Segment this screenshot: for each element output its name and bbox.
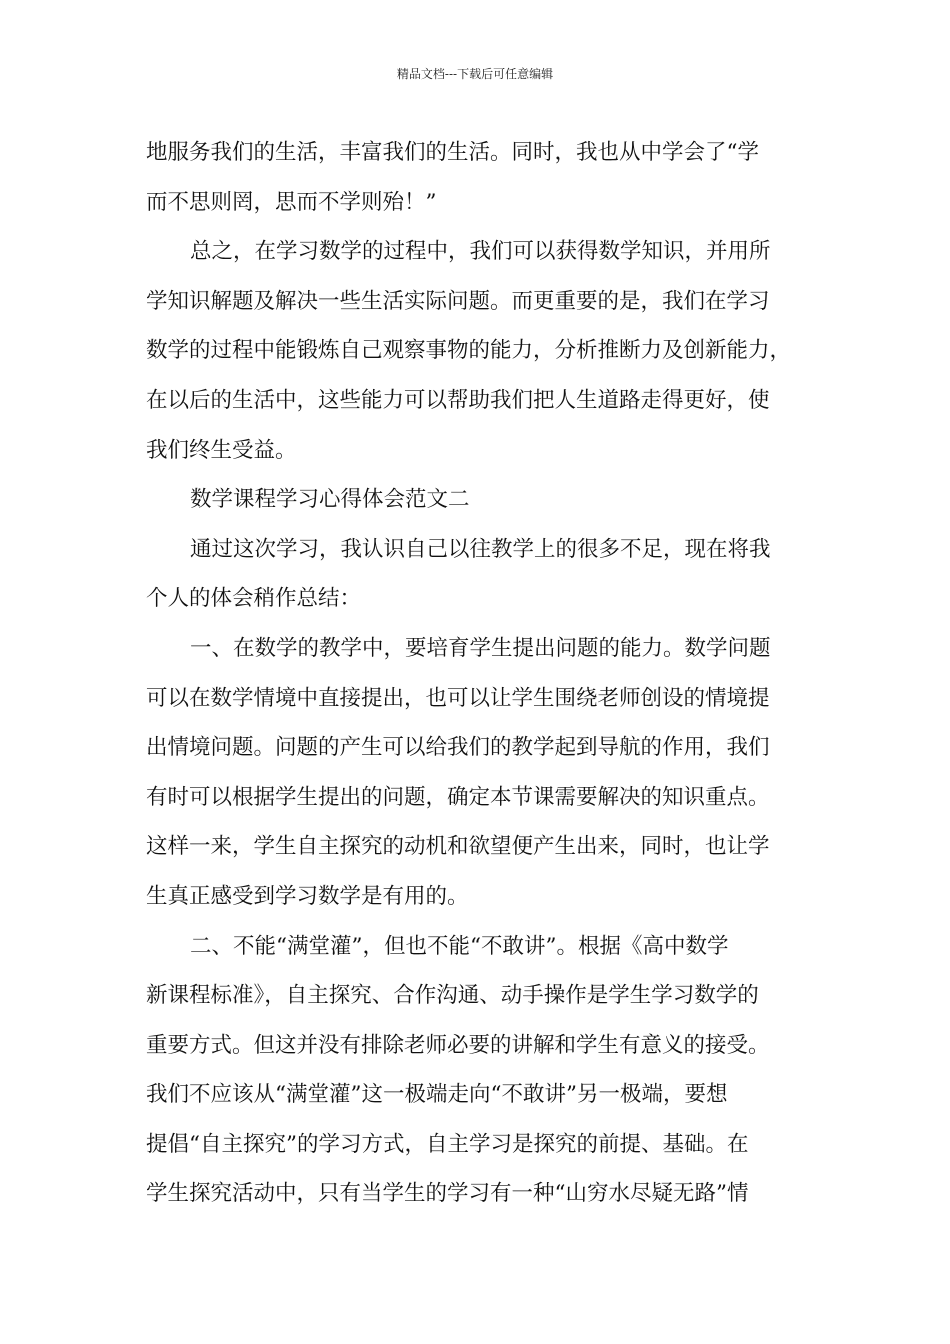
paragraph-start-line: 一、在数学的教学中，要培育学生提出问题的能力。数学问题 xyxy=(190,635,771,661)
text-line: 学生探究活动中，只有当学生的学习有一种“山穷水尽疑无路”情 xyxy=(146,1181,749,1207)
text-line: 重要方式。但这并没有排除老师必要的讲解和学生有意义的接受。 xyxy=(146,1032,770,1058)
text-line: 可以在数学情境中直接提出，也可以让学生围绕老师创设的情境提 xyxy=(146,685,770,711)
paragraph-start-line: 总之，在学习数学的过程中，我们可以获得数学知识，并用所 xyxy=(190,239,771,265)
text-line: 这样一来，学生自主探究的动机和欲望便产生出来，同时，也让学 xyxy=(146,834,770,860)
document-body xyxy=(146,128,808,1219)
text-line: 我们不应该从“满堂灌”这一极端走向“不敢讲”另一极端，要想 xyxy=(146,1082,728,1108)
text-line: 出情境问题。问题的产生可以给我们的教学起到导航的作用，我们 xyxy=(146,735,770,761)
text-line: 个人的体会稍作总结： xyxy=(146,586,362,612)
page-header: 精品文档---下载后可任意编辑 xyxy=(396,67,554,81)
section-heading: 数学课程学习心得体会范文二 xyxy=(190,487,470,513)
text-line: 在以后的生活中，这些能力可以帮助我们把人生道路走得更好，使 xyxy=(146,387,770,413)
paragraph-start-line: 二、不能“满堂灌”，但也不能“不敢讲”。根据《高中数学 xyxy=(190,933,729,959)
text-line: 提倡“自主探究”的学习方式，自主学习是探究的前提、基础。在 xyxy=(146,1131,749,1157)
text-line: 有时可以根据学生提出的问题，确定本节课需要解决的知识重点。 xyxy=(146,784,770,810)
text-line: 生真正感受到学习数学是有用的。 xyxy=(146,883,469,909)
paragraph-start-line: 通过这次学习，我认识自己以往教学上的很多不足，现在将我 xyxy=(190,536,771,562)
text-line: 而不思则罔，思而不学则殆！” xyxy=(146,189,437,215)
text-line: 数学的过程中能锻炼自己观察事物的能力，分析推断力及创新能力， xyxy=(146,338,792,364)
text-line: 我们终生受益。 xyxy=(146,437,297,463)
text-line: 新课程标准》，自主探究、合作沟通、动手操作是学生学习数学的 xyxy=(146,983,759,1009)
text-line: 学知识解题及解决一些生活实际问题。而更重要的是，我们在学习 xyxy=(146,288,770,314)
text-line: 地服务我们的生活，丰富我们的生活。同时，我也从中学会了“学 xyxy=(146,140,759,165)
